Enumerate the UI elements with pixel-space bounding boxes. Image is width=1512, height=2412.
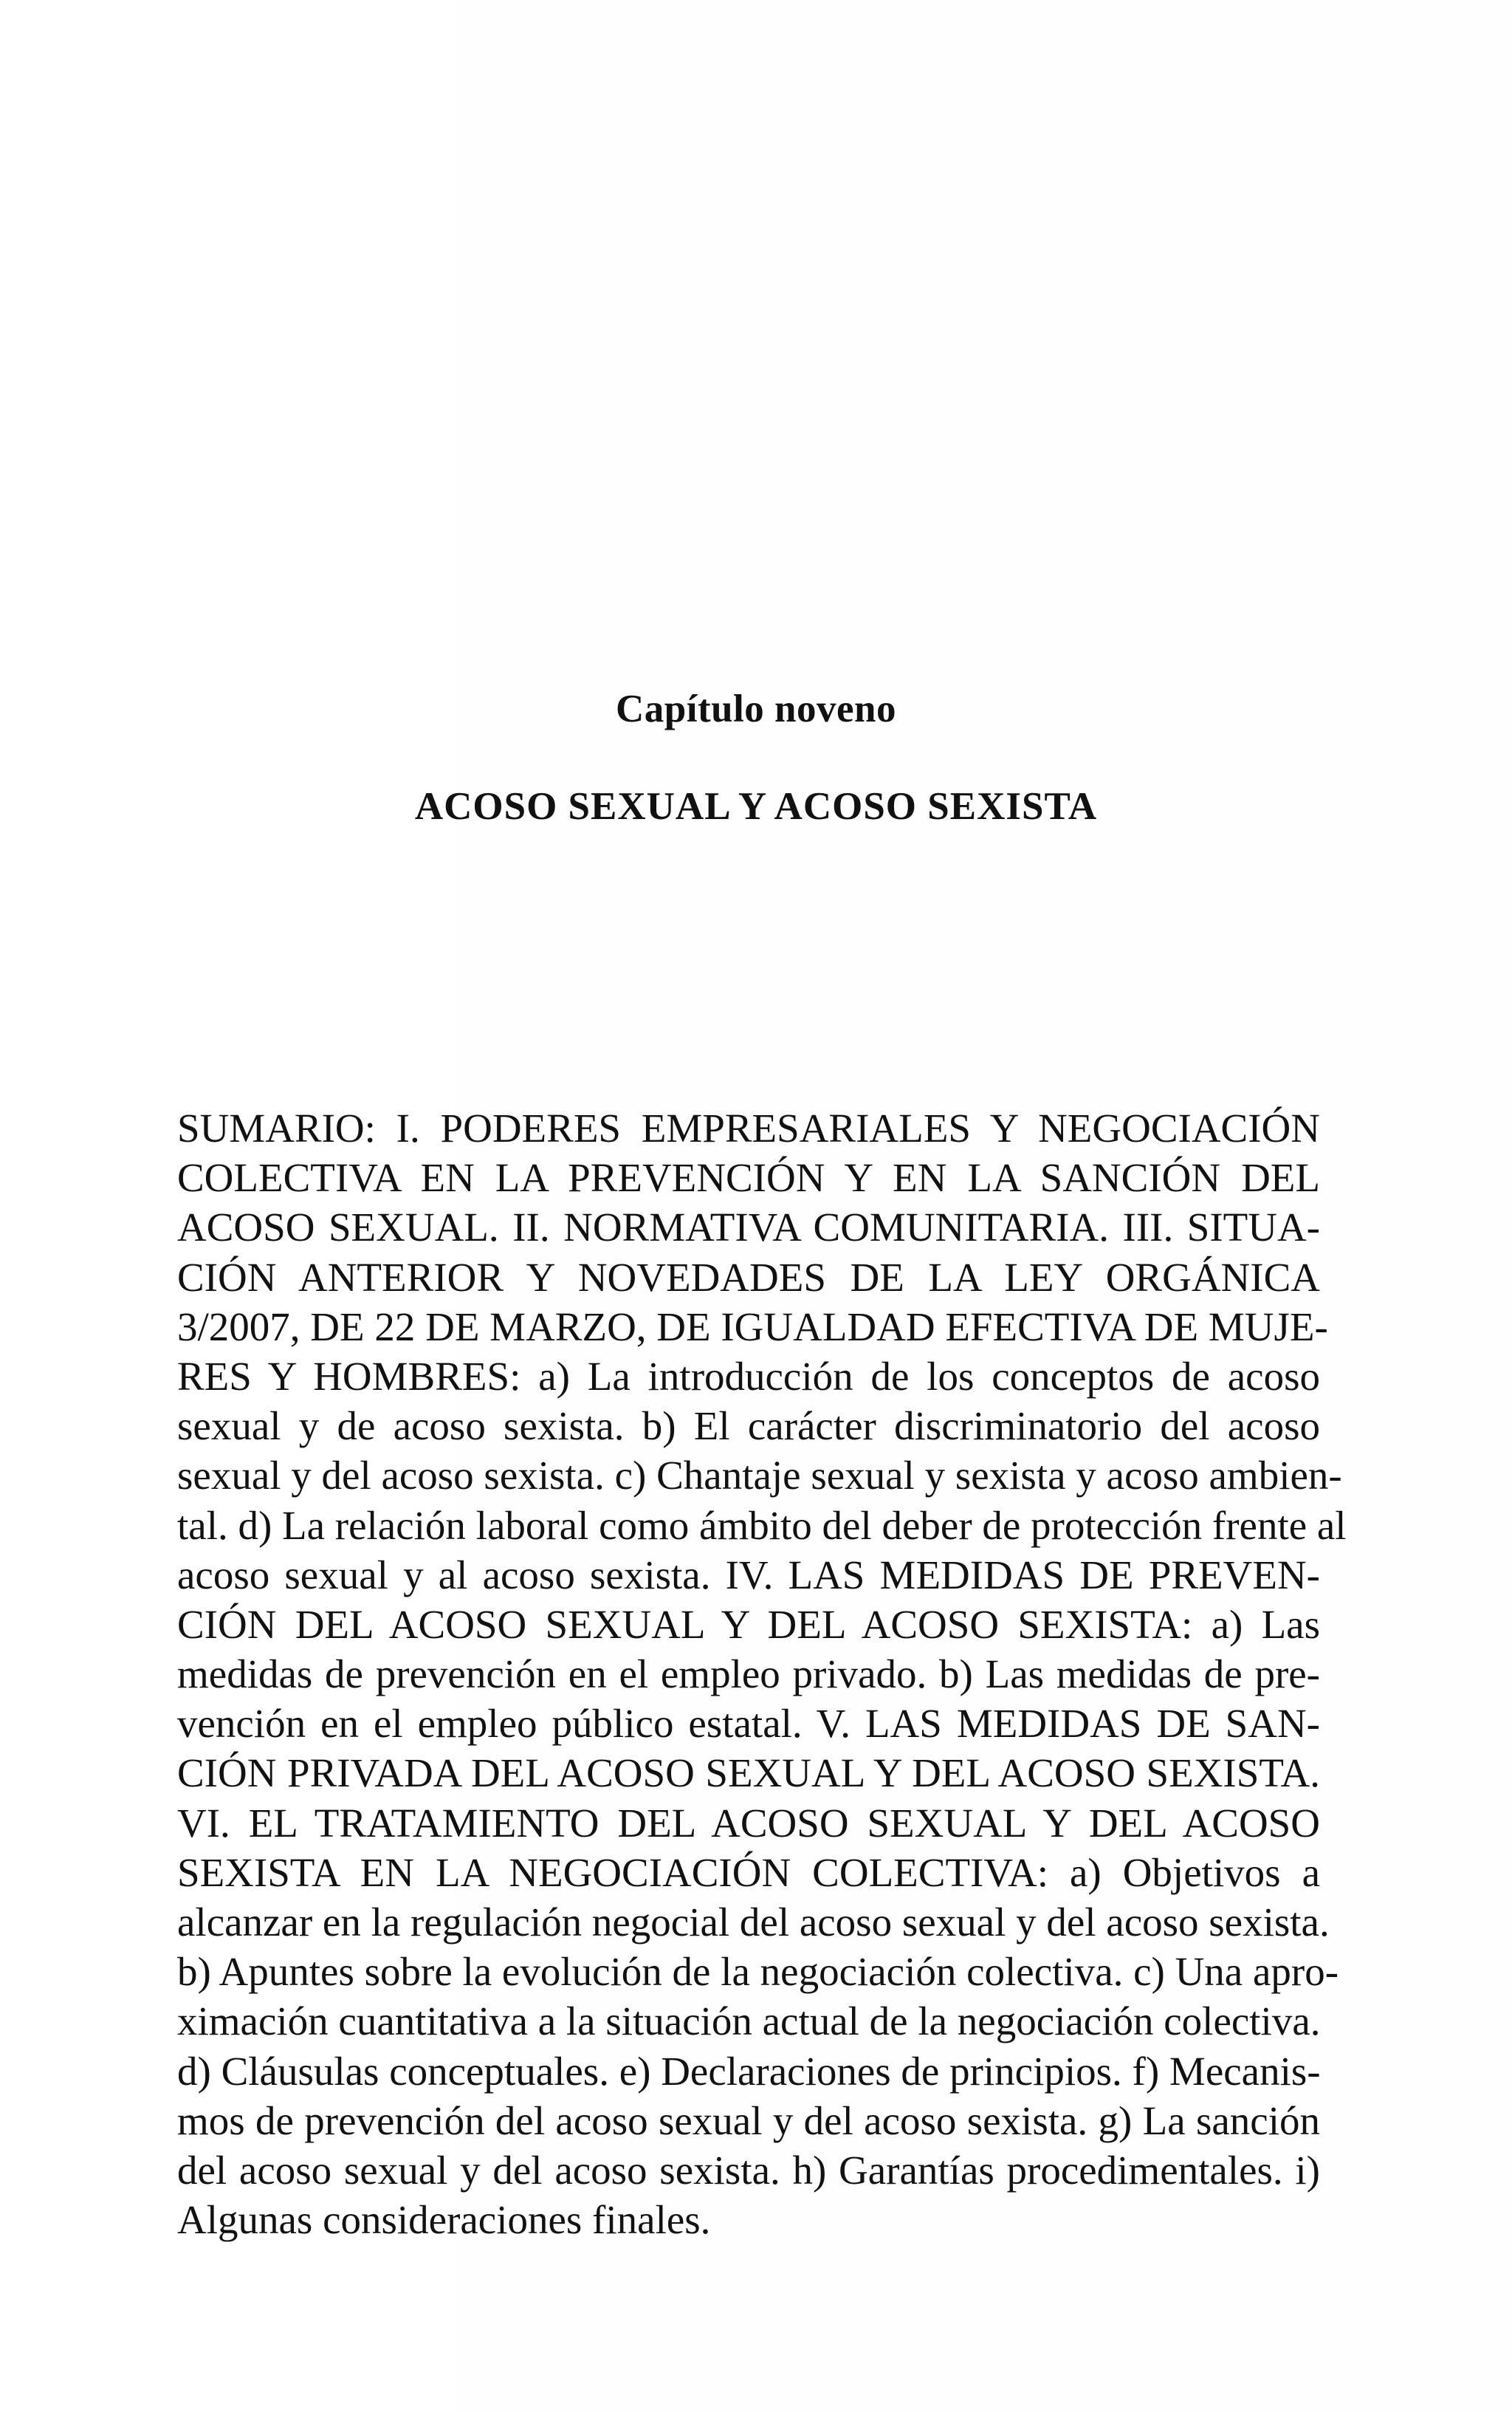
summary-line: CIÓN PRIVADA DEL ACOSO SEXUAL Y DEL ACOSO SEXISTA. xyxy=(177,1750,1320,1796)
summary-line: COLECTIVA EN LA PREVENCIÓN Y EN LA SANCIÓN DEL xyxy=(177,1155,1320,1201)
summary-line: alcanzar en la regulación negocial del acoso sexual y del acoso sexista. xyxy=(177,1899,1330,1945)
chapter-label: Capítulo noveno xyxy=(615,688,897,730)
summary-line: CIÓN ANTERIOR Y NOVEDADES DE LA LEY ORGÁNICA xyxy=(177,1254,1320,1300)
summary-line: vención en el empleo público estatal. V. LAS MEDIDAS DE SAN- xyxy=(177,1701,1320,1747)
summary-line: Algunas consideraciones finales. xyxy=(177,2197,711,2243)
summary-line: VI. EL TRATAMIENTO DEL ACOSO SEXUAL Y DEL ACOSO xyxy=(177,1800,1320,1846)
summary-line: del acoso sexual y del acoso sexista. h) Garantías procedimentales. i) xyxy=(177,2147,1320,2193)
chapter-summary xyxy=(177,1103,1347,2244)
summary-line: tal. d) La relación laboral como ámbito del deber de protección frente al xyxy=(177,1502,1347,1548)
summary-line: mos de prevención del acoso sexual y del acoso sexista. g) La sanción xyxy=(177,2097,1320,2143)
summary-line: medidas de prevención en el empleo privado. b) Las medidas de pre- xyxy=(177,1651,1320,1697)
summary-line: ximación cuantitativa a la situación actual de la negociación colectiva. xyxy=(177,1998,1321,2044)
summary-line: acoso sexual y al acoso sexista. IV. LAS MEDIDAS DE PREVEN- xyxy=(177,1552,1320,1597)
summary-line: 3/2007, DE 22 DE MARZO, DE IGUALDAD EFECTIVA DE MUJE- xyxy=(177,1303,1328,1349)
summary-line: b) Apuntes sobre la evolución de la negociación colectiva. c) Una apro- xyxy=(177,1949,1339,1995)
summary-line: ACOSO SEXUAL. II. NORMATIVA COMUNITARIA. III. SITUA- xyxy=(177,1205,1320,1250)
summary-line: sexual y de acoso sexista. b) El carácter discriminatorio del acoso xyxy=(177,1403,1320,1449)
summary-line: SEXISTA EN LA NEGOCIACIÓN COLECTIVA: a) Objetivos a xyxy=(177,1849,1320,1895)
summary-line: d) Cláusulas conceptuales. e) Declaraciones de principios. f) Mecanis- xyxy=(177,2048,1321,2094)
summary-line: SUMARIO: I. PODERES EMPRESARIALES Y NEGOCIACIÓN xyxy=(177,1106,1320,1151)
chapter-title: ACOSO SEXUAL Y ACOSO SEXISTA xyxy=(414,785,1098,828)
summary-line: sexual y del acoso sexista. c) Chantaje sexual y sexista y acoso ambien- xyxy=(177,1453,1342,1498)
summary-line: RES Y HOMBRES: a) La introducción de los conceptos de acoso xyxy=(177,1353,1320,1399)
summary-line: CIÓN DEL ACOSO SEXUAL Y DEL ACOSO SEXISTA: a) Las xyxy=(177,1601,1320,1647)
